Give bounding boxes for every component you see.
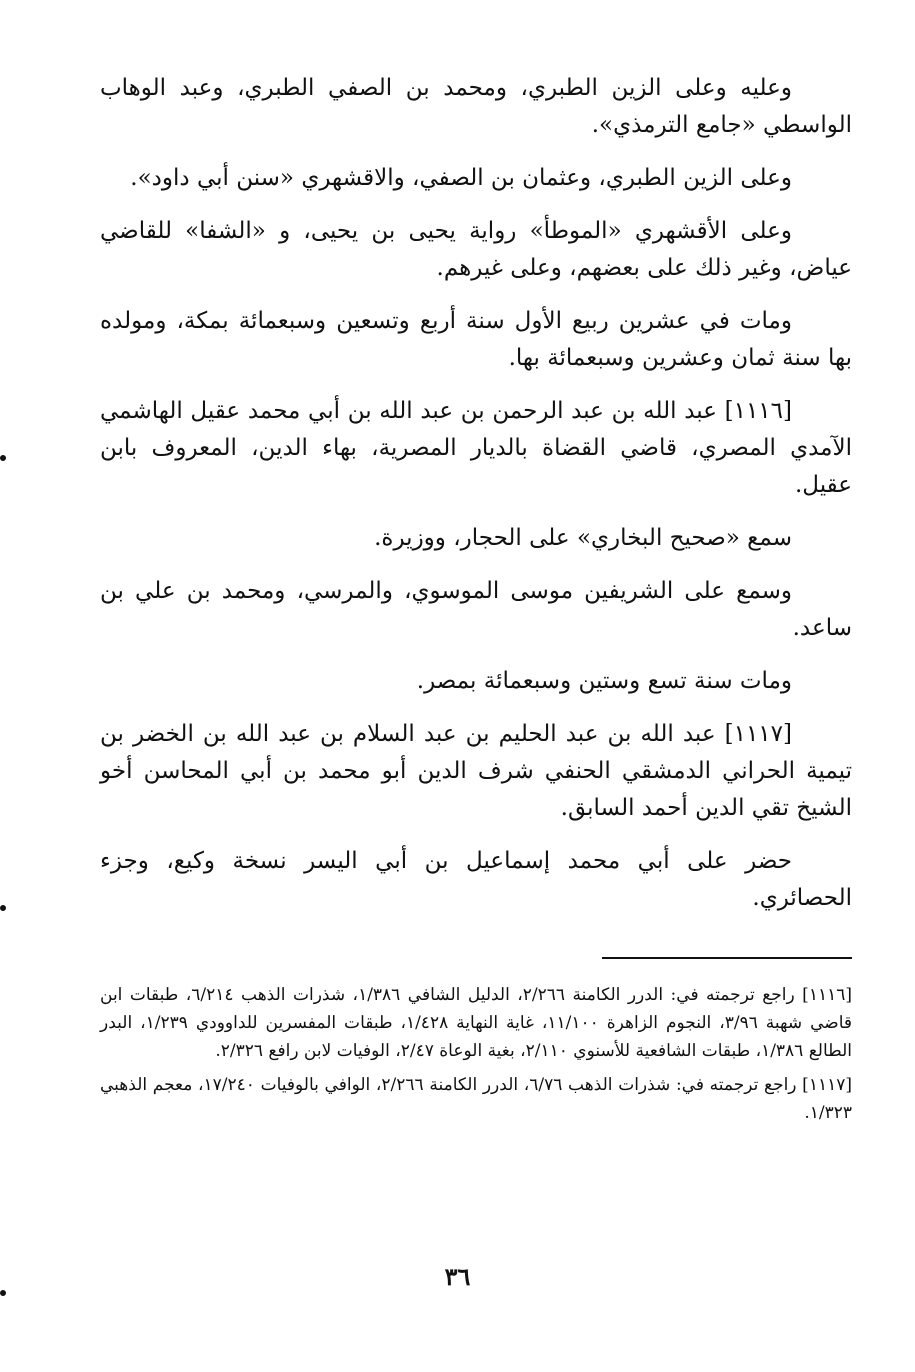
paragraph: وعليه وعلى الزين الطبري، ومحمد بن الصفي الطبري، وعبد الوهاب الواسطي «جامع الترمذي». [100,75,852,138]
scan-edge-mark [0,905,6,911]
scan-edge-mark [0,1290,6,1296]
biography-entry-1117: [١١١٧] عبد الله بن عبد الحليم بن عبد السلام بن عبد الله بن الخضر بن تيمية الحراني الدمشقي الحنفي شرف الدين أبو محمد بن أبي المحاسن أخو الشيخ تقي الدين أحمد السابق. [100,721,852,821]
footnote-1117: [١١١٧] راجع ترجمته في: شذرات الذهب ٦/٧٦، الدرر الكامنة ٢/٢٦٦، الوافي بالوفيات ١٧/٢٤٠، معجم الذهبي ١/٣٢٣. [100,1075,852,1123]
paragraph: وعلى الزين الطبري، وعثمان بن الصفي، والاقشهري «سنن أبي داود». [130,165,792,191]
page-body [100,70,852,1133]
footnote-1116: [١١١٦] راجع ترجمته في: الدرر الكامنة ٢/٢٦٦، الدليل الشافي ١/٣٨٦، شذرات الذهب ٦/٢١٤، طبقات ابن قاضي شهبة ٣/٩٦، النجوم الزاهرة ١١/١٠٠، غاية النهاية ١/٤٢٨، طبقات المفسرين للداوودي ١/٢٣٩، البدر الطالع ١/٣٨٦، طبقات الشافعية للأسنوي ٢/١١٠، بغية الوعاة ٢/٤٧، الوفيات لابن رافع ٢/٣٢٦. [100,985,852,1061]
page-number: ٣٦ [444,1262,471,1291]
paragraph: وعلى الأقشهري «الموطأ» رواية يحيى بن يحيى، و «الشفا» للقاضي عياض، وغير ذلك على بعضهم، وعلى غيرهم. [100,218,852,281]
biography-entry-1116: [١١١٦] عبد الله بن عبد الرحمن بن عبد الله بن أبي محمد عقيل الهاشمي الآمدي المصري، قاضي القضاة بالديار المصرية، بهاء الدين، المعروف بابن عقيل. [100,398,852,498]
scan-edge-mark [0,455,6,461]
footnote-divider [602,957,852,959]
paragraph: سمع «صحيح البخاري» على الحجار، ووزيرة. [374,525,792,551]
paragraph: ومات سنة تسع وستين وسبعمائة بمصر. [416,668,792,694]
paragraph: وسمع على الشريفين موسى الموسوي، والمرسي، ومحمد بن علي بن ساعد. [100,578,852,641]
paragraph: ومات في عشرين ربيع الأول سنة أربع وتسعين وسبعمائة بمكة، ومولده بها سنة ثمان وعشرين وسبعمائة بها. [100,308,852,371]
paragraph: حضر على أبي محمد إسماعيل بن أبي اليسر نسخة وكيع، وجزء الحصائري. [100,848,852,911]
